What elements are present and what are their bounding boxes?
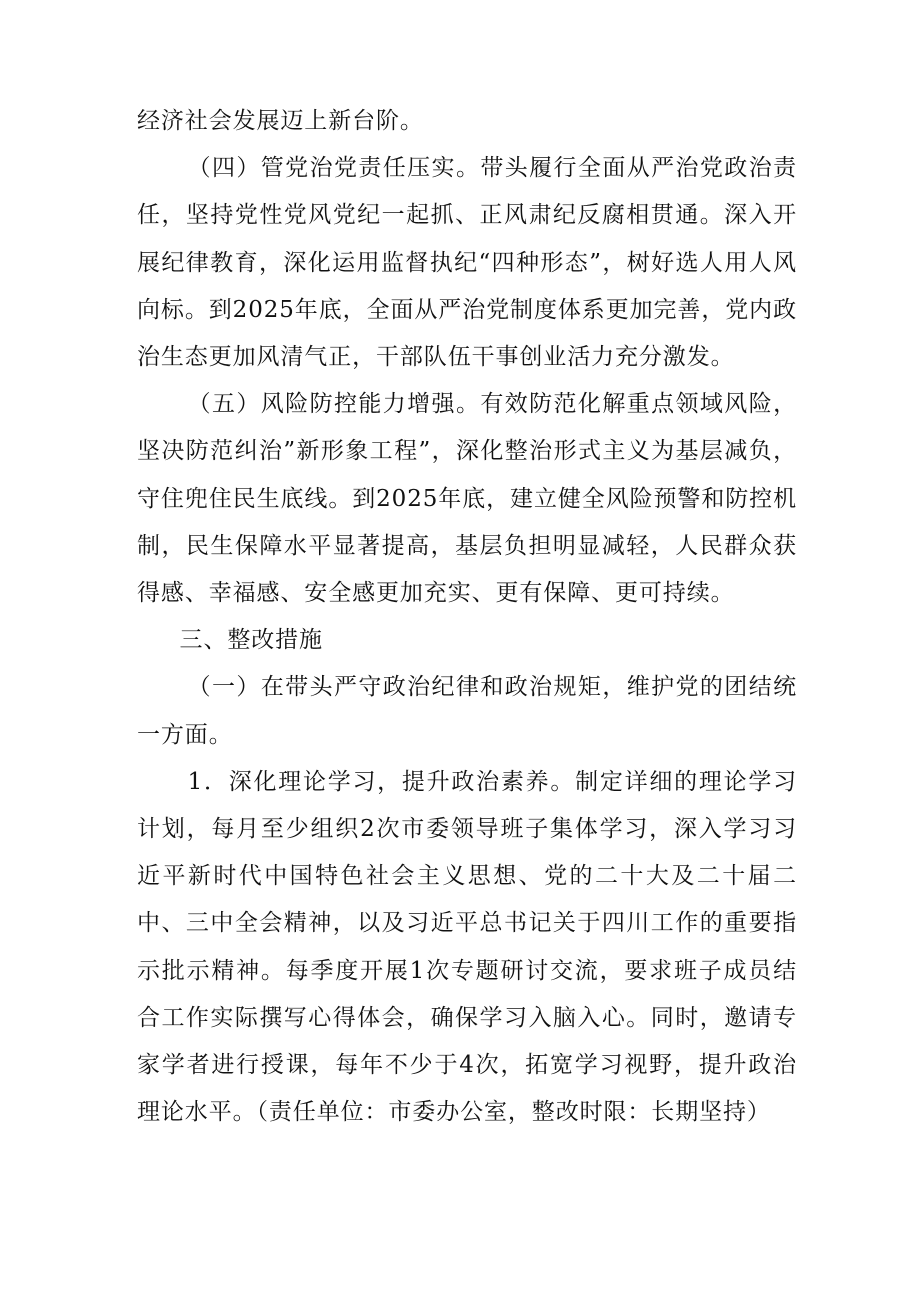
section-heading-rectification-measures: 三、整改措施 [179, 627, 323, 654]
paragraph-section-five: （五）风险防控能力增强。有效防范化解重点领域风险，坚决防范纠治”新形象工程”，深化整治形式主义为基层减负，守住兜住民生底线。到2025年底，建立健全风险预警和防控机制，民生保障水平显著提高，基层负担明显减轻，人民群众获得感、幸福感、安全感更加充实、更有保障、更可持续。 [137, 391, 797, 607]
subsection-heading-one: （一）在带头严守政治纪律和政治规矩，维护党的团结统一方面。 [137, 674, 797, 748]
document-body [137, 98, 797, 1136]
paragraph-section-four: （四）管党治党责任压实。带头履行全面从严治党政治责任，坚持党性党风党纪一起抓、正风肃纪反腐相贯通。深入开展纪律教育，深化运用监督执纪“四种形态”，树好选人用人风向标。到2025年底，全面从严治党制度体系更加完善，党内政治生态更加风清气正，干部队伍干事创业活力充分激发。 [137, 155, 797, 371]
paragraph-item-one: 1．深化理论学习，提升政治素养。制定详细的理论学习计划，每月至少组织2次市委领导班子集体学习，深入学习习近平新时代中国特色社会主义思想、党的二十大及二十届二中、三中全会精神，以及习近平总书记关于四川工作的重要指示批示精神。每季度开展1次专题研讨交流，要求班子成员结合工作实际撰写心得体会，确保学习入脑入心。同时，邀请专家学者进行授课，每年不少于4次，拓宽学习视野，提升政治理论水平。（责任单位：市委办公室，整改时限：长期坚持） [137, 768, 797, 1126]
paragraph-continuation: 经济社会发展迈上新台阶。 [137, 108, 424, 134]
